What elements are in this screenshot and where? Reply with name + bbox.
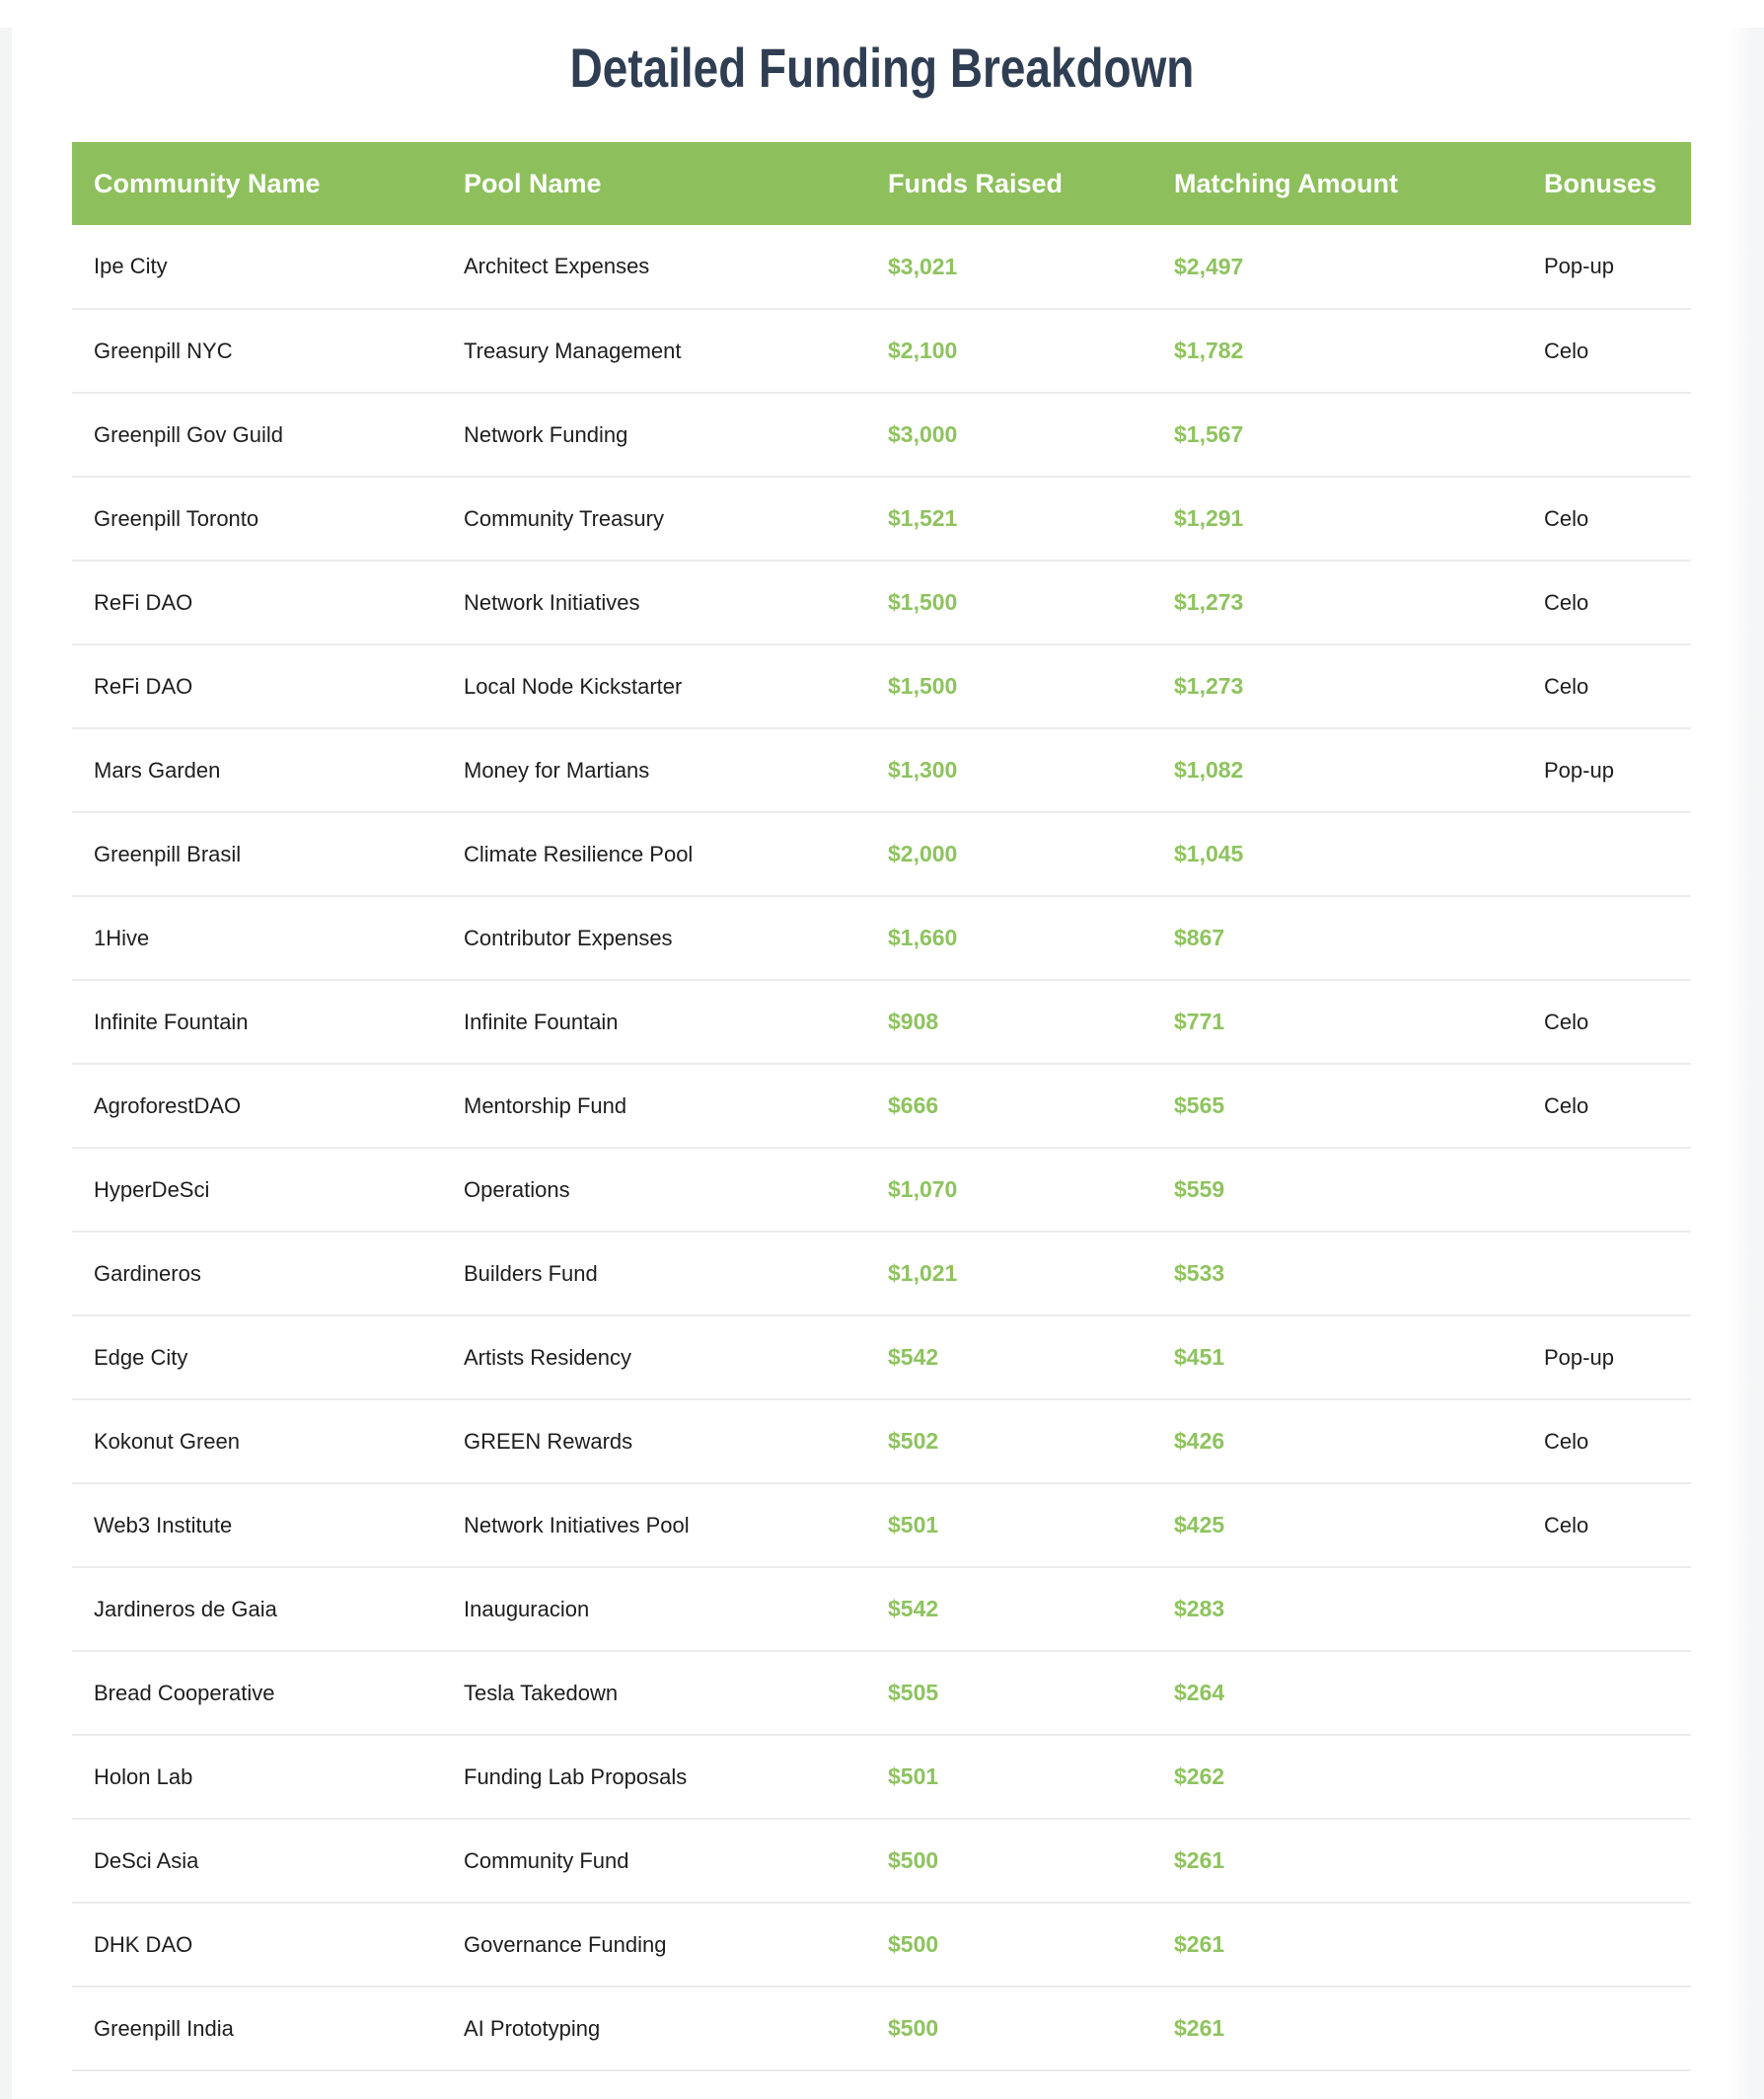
cell-community: Ipe City [72, 225, 442, 309]
cell-bonus: Celo [1522, 1399, 1691, 1483]
cell-community: Web3 Institute [72, 1483, 442, 1567]
table-row [72, 1315, 1691, 1399]
cell-community: DeSci Asia [72, 1819, 442, 1903]
cell-pool: Network Initiatives [442, 561, 866, 644]
cell-community: Greenpill Toronto [72, 477, 442, 561]
cell-matching: $2,497 [1152, 225, 1522, 309]
cell-community: Greenpill Brasil [72, 812, 442, 896]
cell-funds: $500 [866, 1987, 1152, 2070]
cell-funds: $3,021 [866, 225, 1152, 309]
cell-funds: $1,500 [866, 644, 1152, 728]
table-row [72, 1903, 1691, 1987]
table-row [72, 812, 1691, 896]
cell-community: Jardineros de Gaia [72, 1567, 442, 1651]
cell-bonus [1522, 896, 1691, 980]
cell-community: Gardineros [72, 1232, 442, 1315]
table-row [72, 1651, 1691, 1735]
table-row [72, 728, 1691, 812]
table-row [72, 1567, 1691, 1651]
cell-matching: $1,782 [1152, 309, 1522, 393]
table-body [72, 225, 1691, 2070]
cell-funds: $500 [866, 1819, 1152, 1903]
cell-funds: $908 [866, 980, 1152, 1064]
cell-bonus [1522, 1819, 1691, 1903]
cell-matching: $261 [1152, 1903, 1522, 1987]
cell-community: Mars Garden [72, 728, 442, 812]
cell-pool: Builders Fund [442, 1232, 866, 1315]
cell-bonus [1522, 1232, 1691, 1315]
table-row [72, 1987, 1691, 2070]
cell-community: Edge City [72, 1315, 442, 1399]
cell-funds: $2,000 [866, 812, 1152, 896]
table-row [72, 1735, 1691, 1819]
cell-community: Greenpill NYC [72, 309, 442, 393]
cell-matching: $261 [1152, 1987, 1522, 2070]
cell-pool: Funding Lab Proposals [442, 1735, 866, 1819]
table-row [72, 1232, 1691, 1315]
cell-pool: Treasury Management [442, 309, 866, 393]
cell-matching: $1,567 [1152, 393, 1522, 477]
cell-pool: Inauguracion [442, 1567, 866, 1651]
cell-funds: $1,660 [866, 896, 1152, 980]
cell-funds: $1,021 [866, 1232, 1152, 1315]
cell-matching: $264 [1152, 1651, 1522, 1735]
cell-community: Infinite Fountain [72, 980, 442, 1064]
cell-matching: $867 [1152, 896, 1522, 980]
table-row [72, 980, 1691, 1064]
cell-funds: $1,521 [866, 477, 1152, 561]
table-header [72, 142, 1691, 225]
cell-bonus [1522, 1735, 1691, 1819]
cell-pool: Mentorship Fund [442, 1064, 866, 1148]
table-row [72, 1483, 1691, 1567]
cell-bonus [1522, 1903, 1691, 1987]
table-row [72, 1819, 1691, 1903]
table-row [72, 644, 1691, 728]
cell-pool: Artists Residency [442, 1315, 866, 1399]
cell-bonus [1522, 1987, 1691, 2070]
cell-funds: $542 [866, 1315, 1152, 1399]
table-row [72, 477, 1691, 561]
left-gutter [0, 28, 12, 2099]
cell-pool: Architect Expenses [442, 225, 866, 309]
cell-bonus [1522, 1651, 1691, 1735]
cell-matching: $283 [1152, 1567, 1522, 1651]
cell-matching: $533 [1152, 1232, 1522, 1315]
cell-pool: Operations [442, 1148, 866, 1232]
cell-matching: $1,045 [1152, 812, 1522, 896]
cell-funds: $666 [866, 1064, 1152, 1148]
table-header-row [72, 142, 1691, 225]
cell-matching: $1,291 [1152, 477, 1522, 561]
cell-pool: Contributor Expenses [442, 896, 866, 980]
cell-community: Greenpill India [72, 1987, 442, 2070]
cell-pool: Infinite Fountain [442, 980, 866, 1064]
cell-matching: $1,273 [1152, 644, 1522, 728]
cell-matching: $261 [1152, 1819, 1522, 1903]
cell-pool: Local Node Kickstarter [442, 644, 866, 728]
cell-funds: $2,100 [866, 309, 1152, 393]
cell-community: ReFi DAO [72, 644, 442, 728]
cell-funds: $1,300 [866, 728, 1152, 812]
cell-pool: Tesla Takedown [442, 1651, 866, 1735]
cell-pool: AI Prototyping [442, 1987, 866, 2070]
cell-bonus [1522, 1148, 1691, 1232]
cell-funds: $542 [866, 1567, 1152, 1651]
column-header-funds-raised: Funds Raised [866, 142, 1152, 225]
cell-pool: Climate Resilience Pool [442, 812, 866, 896]
cell-community: AgroforestDAO [72, 1064, 442, 1148]
page-title: Detailed Funding Breakdown [569, 37, 1195, 99]
table-row [72, 561, 1691, 644]
column-header-bonuses: Bonuses [1522, 142, 1691, 225]
cell-funds: $501 [866, 1483, 1152, 1567]
cell-pool: Network Initiatives Pool [442, 1483, 866, 1567]
cell-bonus: Celo [1522, 644, 1691, 728]
cell-community: HyperDeSci [72, 1148, 442, 1232]
cell-bonus: Celo [1522, 1064, 1691, 1148]
cell-funds: $505 [866, 1651, 1152, 1735]
cell-funds: $501 [866, 1735, 1152, 1819]
cell-community: DHK DAO [72, 1903, 442, 1987]
table-row [72, 393, 1691, 477]
cell-funds: $502 [866, 1399, 1152, 1483]
table-row [72, 1064, 1691, 1148]
cell-pool: Money for Martians [442, 728, 866, 812]
table-row [72, 225, 1691, 309]
cell-matching: $426 [1152, 1399, 1522, 1483]
cell-bonus: Pop-up [1522, 225, 1691, 309]
table-row [72, 309, 1691, 393]
cell-matching: $262 [1152, 1735, 1522, 1819]
cell-bonus: Pop-up [1522, 1315, 1691, 1399]
cell-bonus: Celo [1522, 561, 1691, 644]
cell-pool: Governance Funding [442, 1903, 866, 1987]
right-gutter [1729, 28, 1764, 2099]
cell-matching: $771 [1152, 980, 1522, 1064]
cell-community: Kokonut Green [72, 1399, 442, 1483]
cell-pool: Community Treasury [442, 477, 866, 561]
cell-funds: $1,500 [866, 561, 1152, 644]
cell-bonus [1522, 812, 1691, 896]
column-header-pool-name: Pool Name [442, 142, 866, 225]
cell-funds: $500 [866, 1903, 1152, 1987]
cell-funds: $3,000 [866, 393, 1152, 477]
cell-matching: $1,082 [1152, 728, 1522, 812]
table-row [72, 1399, 1691, 1483]
cell-community: Bread Cooperative [72, 1651, 442, 1735]
funding-table [72, 142, 1691, 2071]
cell-community: ReFi DAO [72, 561, 442, 644]
cell-matching: $451 [1152, 1315, 1522, 1399]
cell-funds: $1,070 [866, 1148, 1152, 1232]
column-header-community-name: Community Name [72, 142, 442, 225]
cell-matching: $425 [1152, 1483, 1522, 1567]
cell-matching: $559 [1152, 1148, 1522, 1232]
cell-bonus: Celo [1522, 309, 1691, 393]
cell-bonus: Celo [1522, 477, 1691, 561]
cell-bonus: Pop-up [1522, 728, 1691, 812]
cell-bonus [1522, 393, 1691, 477]
cell-bonus: Celo [1522, 1483, 1691, 1567]
cell-bonus [1522, 1567, 1691, 1651]
table-row [72, 896, 1691, 980]
cell-pool: GREEN Rewards [442, 1399, 866, 1483]
cell-pool: Network Funding [442, 393, 866, 477]
cell-bonus: Celo [1522, 980, 1691, 1064]
table-row [72, 1148, 1691, 1232]
cell-pool: Community Fund [442, 1819, 866, 1903]
cell-community: Greenpill Gov Guild [72, 393, 442, 477]
cell-community: 1Hive [72, 896, 442, 980]
cell-matching: $1,273 [1152, 561, 1522, 644]
cell-community: Holon Lab [72, 1735, 442, 1819]
column-header-matching-amount: Matching Amount [1152, 142, 1522, 225]
cell-matching: $565 [1152, 1064, 1522, 1148]
